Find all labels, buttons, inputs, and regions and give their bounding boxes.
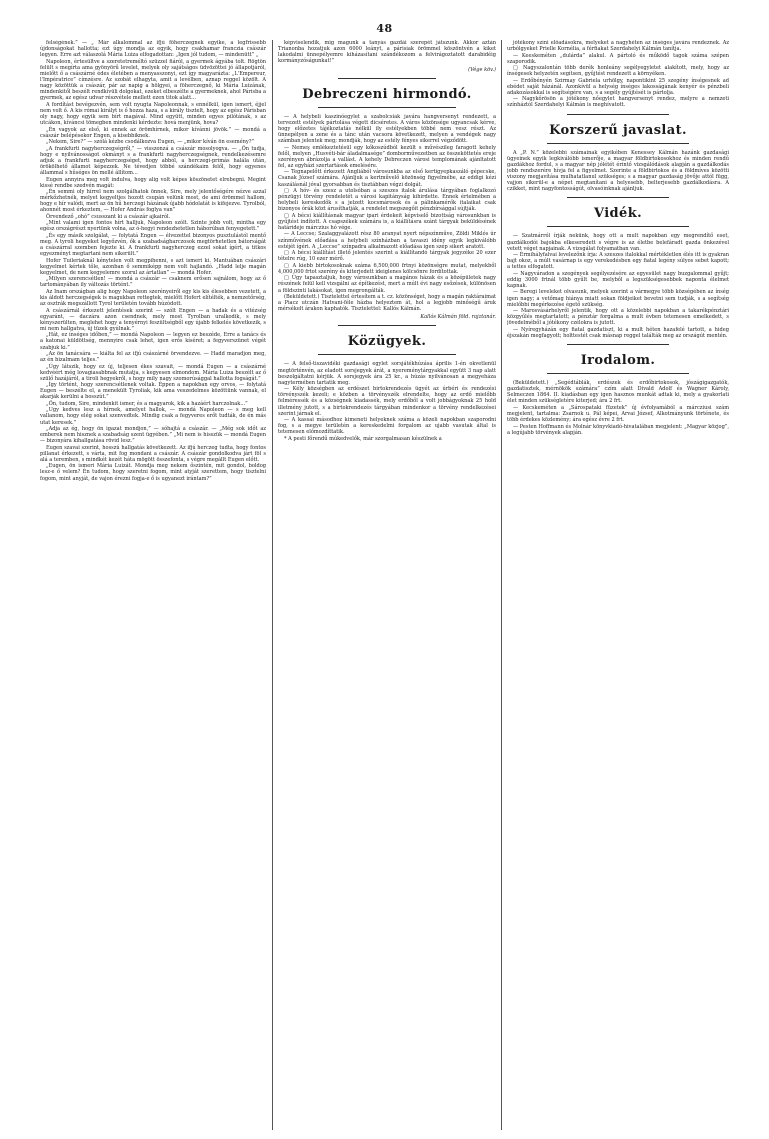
- column-divider: [272, 40, 273, 1130]
- paragraph: — Erdőbényén Szirmay Gabriela urhölgy, napontikint 25 szegény ínségesnek ad ebédet saját házánál. Azonkívül a helység ínséges lakosságának kenyér és pénzbeli adakozásokkal is segítségére van, s a segély gyűjtését is pártolja.: [507, 77, 729, 96]
- paragraph: — Beregi leveleket olvasunk, melyek szerint a vármegye több községében az ínség igen nagy; a vetőmag hiánya miatt sokan földjeiket bevetni sem tudják, s a segítség mielőbbi megérkezése égető szükség.: [507, 289, 729, 308]
- paragraph: „Hát, ez ínséges időben,” — mondá Napoleon — legyen ez beszéde, Erre a tanács és a katonai küldöttség, mennyire csak lehet, igen erős kíséret; a fegyverszünet végét szabjuk ki.”: [40, 332, 266, 351]
- paragraph: A császárnál érkezett jelentések szerint — szólt Engen — a hadak és a vitézség egyaránt, — daczára azon csendnek, mely most Tyrolban uralkodik, s mely kényszerülten, meglehet hogy a tenyérnyi feszültségből egy újabb felkelés következik, s mi nem hallgatva, új tüzek gyúlnak.”: [40, 307, 266, 332]
- paragraph: „Mint valami igen fontos hírt halljuk, Napoleon szólt. Szinte jobb volt, mintha egy egész országrészt nyertünk volna, az ó-hegyi rendezhetetlen háborúban fenyegetett.”: [40, 220, 266, 233]
- paragraph: — Érmihályfalvai levelezőnk írja: A szeszes italokkal mértékletlen élés itt is gyakran bajt okoz, a múlt vasárnap is egy verekedésben egy fiatal legény súlyos sebet kapott; a tettes elfogatott.: [507, 252, 729, 271]
- paragraph: — Nyíregyházán egy fiatal gazdatiszt, ki a mult héten hazafelé tartott, a hideg éjszakán megfagyott; holttestét csak másnap reggel találták meg az országút mentén.: [507, 326, 729, 339]
- paragraph: Hofer Tuileriaknál kénytelen volt megpihenni, s azt ismeri ki. Mantuában császári kegyelmet kértek tőle, azonban ő semmiképp nem volt hajlandó. „Hadd lelje magán kegyelmet, de nem kegyelemre szorul az ártatlan” — mondá Hofer.: [40, 257, 266, 276]
- column-middle: [278, 40, 496, 1130]
- paragraph: felségének.” — „ Már alkalommal az ifjú főherczegnek egyike, a legfrissebb újdonságokat hallotta; ezt úgy mondja az egyik, hogy csakhamar franczia császár legyen. Erre azt válaszolá Mária Luiza elfogadottan: „Igen jól tudom, — mindenütt” „: [40, 40, 266, 59]
- paragraph: — A Leccse; Szalaggyalázott rész 80 aranyat nyert népszínműve, Zöldi Miklós úr színművének előadása a helybeli színházban a tavaszi idény egyik legkiválóbb estéjét ígéri. A „Leccse” színpadra alkalmazott előadása igen szép sikert aratott.: [278, 231, 496, 250]
- paragraph: „Nekem, Sire?” — szólá kézbe csodálkozva Eugen, — „mikor kíván ön esemény?”: [46, 139, 255, 146]
- paragraph: „Én vagyok az első, ki ennek az örömhírnek, mikor kívánni jövök.” — mondá a császár belépésekor Engen, a kisebbiknek.: [40, 126, 266, 139]
- paragraph: □ A bécsi kiállításnak magyar ipari érdekeit képviselő bizottság városunkban is gyűjtést indított. A csapszékek számára is, a kiállításra szánt tárgyak beküldésének határideje márczius hó vége.: [278, 212, 496, 232]
- section-heading-videk: [507, 206, 729, 227]
- paragraph: — Nagykőrösön a jótékony nőegylet hangversenyt rendez, melyre a nemzeti színháztól Szerdahelyi Kálmán is meghívatott.: [507, 96, 729, 109]
- section-heading-kozugyek: [278, 334, 496, 355]
- section-divider: [567, 114, 669, 115]
- column-right: [507, 40, 729, 1130]
- paragraph: — Kecskeméten a „Sárospataki füzetek” új évfolyamából a márcziusi szám megjelent, tartalma: Zsarnok u. Pál képei, Arvai József, Alkotmányunk története, és több érdekes közlemény; ára egész évre 2 frt.: [507, 404, 729, 424]
- paragraph: Napoleon, értesültve a szeretetreméltó szüzzel fiáról, a gyermek ágyába tolt. Rögtön felült s megírta ama gyönyörű levelet, melyek oly sajátságos üdvözöttei jó állapotjáról, mielőtt ő a császárné édes életében a menyasszonyi, ezt így magyarázta: „L'Empereur, l'Impératrice” címzésre. Az szobát elhagyta, amit a levélben, aznap reggel közölt. A nagy közöttük a császár, pár az napig a hölgyei, a föherczegnő, ki Mária Luizának, mindenkitől beszélt rendkívüli dolgokat, ezeket elbeszélte a gyermeknek, ahol Párisba a gyermek, az egész udvar részvétele mellett ezen titok alatt...: [40, 58, 266, 102]
- paragraph: Az Inam országban alig hogy Napoleon szerényeiről egy kis kis élesebben vezetett, a kis áldott herczegségek is magukban rettegtek, mielőtt Hofert elítélték, a nemzetőrség, az osztrák megszállott Tyrol területén tovább húzódott.: [40, 288, 266, 308]
- paragraph: „Ugy kedves lesz a hírnek, amelyet hallok, — mondá Napoleon — s meg kell vallanom, hogy elég sokat szenvedtek. Mindig csak a fegyveres erőt tudták, de én más utat keresek.”: [40, 407, 266, 426]
- paragraph: „Eugen, ön ismeri Mária Luizát. Mondja meg nekem őszintén, mit gondol, boldog lesz-e ő velem? Én tudom, hogy szeretni fogom, mint atyját szerettem, hogy tisztelni fogom, mint anyját, de vajon érezni fogja-e ő is ugyanezt irántam?”: [40, 463, 266, 482]
- column-divider: [501, 40, 502, 1130]
- paragraph: A fordítást bevégezvén, sem volt nyugta Napoleonnak, s ennélkül, igen ismert, éjjel nem volt ő. A kis római királyt is ő hozza haza, s a király tisztelt, hogy az egész Párisban oly nagy, hogy egyik sem bírt magával. Mind együtt, minden egyes pilótának, s az utcákon, kíváncsi tömegben mindenki kérdezte: hová menjünk, hova?: [40, 101, 266, 127]
- paragraph: „Úgy látszik, hogy ez új, teljesen ékes szavait, — mondá Eugen — a császárné kedvéért még lovagiasabbnak mutatja, s kegyesen elmondom. Mária Luiza beszélt az ő szülő hazájáról, a tiroli hegyekről, s hogy mily nagy szomorúsággal hallotta fogságát.”: [40, 363, 266, 382]
- paragraph: Eugen annyira meg volt indulva, hogy alig volt képes köszönetet elrebegni. Megint kissé rendbe szedvén magát:: [40, 176, 266, 189]
- column-left: [40, 40, 266, 1130]
- section-heading-text: Debreczeni hirmondó.: [302, 86, 472, 102]
- paragraph: Örvendező „ohó” csusszant ki a császár ajkairól.: [46, 213, 171, 220]
- section-heading-text: Korszerű javaslat.: [549, 122, 687, 138]
- section-heading-javaslat: [507, 123, 729, 144]
- paragraph: — Keeskeméten „dulárda” alakul. A pártoló és működő tagok száma szépen szaporodik.: [507, 52, 729, 65]
- section-divider: [338, 325, 436, 326]
- paragraph: — A helybeli kaszinóegylet a szabolcsiak javára hangversenyt rendezett, a tervezett estélyek pártolása végett dicséretes. A város közönsége ugyancsak kérve, hogy előzetes tájékoztatás nélkül ily estélyekben többé nem vesz részt. Az ünnepélyen a zene és a tánc után vacsora következett, melyen a vendégek nagy számban jelentek meg; mondják, hogy az estély fényes sikerrel végződött.: [278, 113, 496, 145]
- heading-underline: [547, 226, 689, 227]
- section-divider: [567, 344, 669, 345]
- paragraph: — A kassai másodhoz kimeneti helyeknek száma a közeli napokban szaporodni fog, s a megye területén a kereskedelmi forgalom az ujabb vasutak által is tetemesen előmozdíttatik.: [278, 417, 496, 436]
- section-heading-irodalom: [507, 353, 729, 374]
- paragraph: — Marosvásárhelyről jelentik, hogy ott a közelebbi napokban a takarékpénztári közgyűlés megtartatott; a pénztár forgalma a mult évben tetemesen emelkedett, s jövedelméből a jótékony czélokra is jutott.: [507, 308, 729, 327]
- signature: Kallós Kálmán föld. rajztanár.: [420, 314, 496, 321]
- paragraph: □ A kiebb birtokosoknak száma 6,500,000 frtnyi közönségre mutat, melyekből 4,000,000 frtot szerény és kiterjedett ideiglenes kölcsönre fordítottak.: [278, 262, 496, 275]
- heading-underline: [318, 354, 456, 355]
- paragraph: □ Úgy tapasztaljuk, hogy városunkban a magános házak és a középületek nagy részének felül kell vizsgálni az építkezést, mert a múlt évi nagy esőzések, különösen a földszinti lakásokat, igen megrongálták.: [278, 275, 496, 294]
- paragraph: „Az ön tanácsára — kiálta fel az ifjú császárné örvendezve. — Hadd maradjon meg, az én bizalmam teljes.”: [40, 351, 266, 364]
- heading-underline: [547, 143, 689, 144]
- section-heading-text: Vidék.: [593, 206, 643, 222]
- section-heading-text: Közügyek.: [347, 334, 427, 350]
- paragraph: * A pesti főrendű múkedvelők, már szorgalmasan készülnek a: [284, 435, 442, 442]
- paragraph: „Adja az ég, hogy ön igazat mondjon,” — sóhajtá a császár. — „Még sok időt az emberek nem hisznek a szabadság szent ügyében.” „Mi nem is hisszük — mondá Eugen — bizonyára kihallgatása rövid lesz.”: [40, 425, 266, 445]
- paragraph: — Tegnapelőtt érkezett Angliából városunkba az első kertigyepkaszáló gépecske, Csanak József számára. Ajánljuk a kertművelő közönség figyelmébe, az eddigi kézi kaszálásnál jóval gyorsabban és tisztábban végzi dolgát.: [278, 169, 496, 188]
- section-heading-hirmondo: [278, 87, 496, 108]
- paragraph: jótékony színi előadásokra, melyeket a nagyhéten az ínséges javára rendeznek. Az urbólgyeket Prielle Kornélia, a férfiakat Szerdahelyi Kálmán tanítja.: [507, 40, 729, 53]
- heading-underline: [318, 107, 456, 108]
- section-heading-text: Irodalom.: [580, 353, 656, 369]
- paragraph: — Pesten Hoffmann és Molnár könyvkiadó-hivatalában megjelent: „Magyar közjog”, a legújabb törvények alapján.: [507, 423, 729, 436]
- paragraph: — A felső-tiszavidéki gazdasági egylet sorsjátékhúzása április 1-én okvetlenül megtörténvén, az eladott sorsjegyek árát, a nyereménytárgyakkal együtt 3 nap alatt beszolgáltatni kérjük. A sorsjegyek ára 25 kr., a húzás nyilvánosan a megyeháza nagytermében tartatik meg.: [278, 361, 496, 386]
- paragraph: □ Nagyszalontán több derék honleány segélyegyletet alakított, mely, hogy az ínségesek helyzetén segítsen, gyűjtést rendezett a környéken.: [507, 65, 729, 78]
- paragraph: „És egy másik szolgálat, — folytatá Engen — élvezettel bizonyos pusztulástól mentő meg. A tyroli hegyeket legyőzvén, ők a szabadságharczosok megtörhetetlen bátorságát a császárral szemben fejezte ki. A frankfurti nagyherczeg ezzel sokat ígért, a titkos egyezményt megtartani nem sikerült.”: [40, 232, 266, 258]
- paragraph: A „P. N.” közelebbi számainak egyikében Kenessey Kálmán hazánk gazdasági ügyeinek egyik legkiválóbb ismerője, a magyar földbirtokosokhoz és minden rendű gazdákhoz fordul, s a magyar nép jólétét érintő vizsgálódások alapján a gazdálkodás jobb rendszerére hívja fel a figyelmet. Szerinte a földbirtokos és a földmíves közötti viszony megjavítása mulhatatlanul szükséges; s a magyar gazdaság jövője attól függ, vajjon sikerül-e a népet megtanítani a helyesebb, belterjesebb gazdálkodásra. A czikket, mint nagyfontosságút, olvasóinknak ajánljuk.: [507, 149, 729, 193]
- paragraph: „Így történt, hogy szerencsétlenek voltak. Éppen a napokban egy orvos, — folytatá Eugen — beszélte el, a menekült Tyroliak, kik ama veszedelmes közöttünk vannak, el akarják kerülni a bosszút.”: [40, 382, 266, 401]
- paragraph: „Milyen szerencsétlen! — mondá a császár — csaknem erősen sajnálom, hogy az ő tartományában ily változás történt.”: [40, 276, 266, 289]
- heading-underline: [547, 373, 689, 374]
- paragraph: „Ön, tudom, Sire, mindenkit ismer, és a magyarok, kik a hazáért harczolnak...”: [46, 400, 248, 407]
- paragraph: képviselendik, mig magunk a tanyás gazdái szerepét játszunk. Akkor aztán Trianonba hozatjuk azon 6000 leányt, a párisiak örömmel köszöntvén a kiket lakodalmi ünnepélyemre kiházasítani szándékozom a felvirágoztatott darabidéig kormányzóságunkat!”: [278, 40, 496, 65]
- paragraph: — Kély községben az erdészet birtokrendezés ügyét az úrbéri és rendezési törvényszék kezeli; e közben a törvényszék elrendelte, hogy az erdő mielőbb felméressék és a községnek kiadassék, mely erdőből a volt jobbágyoknak 25 hold illetmény jutott, s a birtokrendezés tárgyában mindenkor a törvény rendelkezései szerint járnak el.: [278, 386, 496, 417]
- paragraph: „A frankfurti nagyherczegségről,” — visszonzá a császár mosolyogva. — „Ön tudja, hogy e nyilvánosságot okmányt s a frankfurti nagyherczegségnek, rendelkezésemre adjuk a frankfurti nagyherczegséget, hogy abból, a herczegi-primás halála után, örökölhető államot képezzek. Ne tévedjen többé szándékaim felől, hogy egyenes állammal s hűséges ön mellé állítom...: [40, 145, 266, 177]
- paragraph: □ A bécsi kiállítást illető jelentés szerint a kiállítandó tárgyak jegyzéke 20 ezer tételre rúg, 10 ezer mérő.: [278, 250, 496, 263]
- paragraph: „Én semmi oly hírrel nem szolgálhatok önnek, Sire, mely jelentőségére nézve azzal mérkőzhetnék, melyet kegyeltjes hozott csupán velünk most, de ami örömmel hallom, hogy e hír valódi, mert az ön hű herczegi házának újabb hódolatát is kifejezve. Tyrolból, ahonnét most érkeztem, — Hofer András foglya van”: [40, 189, 266, 214]
- paragraph: — Nemeş emlékeztetésül egy kőkoszúdból kezült s művészileg faragott kehely felől, melyen „Husvéti-bár áladalmasége” domborművezetben az összeköttetés ereje szerényen ábrázolja a vallást. A kehely Debreczen városi templomának ajánltatott fel, az egyházi szertartások emelésére.: [278, 144, 496, 169]
- paragraph: — Szatmárról írják nekünk, hogy ott a mult napokban egy megrendítő eset, gazdálkodói bajokba elkeseredett s végre is az életbe belefáradt gazda önkezével vetett véget napjainak. A vizsgálat folyamatban van.: [507, 233, 729, 252]
- section-divider: [338, 78, 436, 79]
- paragraph: □ A hóv- és szesz a utolsóban a szeszes italok árulása tárgyában foglalkozó pénzügyi törvény rendeletét a városi kapitányság kihirdette. Ennek értelmében a helybeli kereskedők s a jelzett kocsmárosok és a pálinkamérők italaikat csak bizonyos órák közt árusíthatják, a rendelet megszegőit pénzbírsággal sújtják.: [278, 188, 496, 213]
- page-number: 48: [376, 22, 393, 35]
- paragraph: Eugen szavai szerint, hosszú hallgatás következett. Az ifjú herczeg tudta, hogy fontos pillanat érkezett, s várta, mit fog mondani a császár. A császár gondolkodva járt föl s alá a teremben, s mindkét kezét háta mögött összefonta, s végre megállt Eugen előtt.: [40, 444, 266, 463]
- paragraph: — Nagyváradon a szegények segélyezésére az egyesület nagy buzgalommal gyűjt; eddig 3000 frtnál több gyűlt be, melyből a legszükségesebbek naponta élelmet kapnak.: [507, 270, 729, 290]
- paragraph: (Beküldetett.) Tisztelettel értesítem a t. cz. közönséget, hogy a magán raktáraimat a Piacz utczán Hatvani-féle házba helyeztem át, hol a legjobb minőségű áruk mérsékelt árakon kaphatók. Tisztelettel: Kallós Kálmán.: [278, 293, 496, 313]
- paragraph: (Beküldetett.) „Segédtáblák, erdészek és erdőbirtokosok, jószágigazgatók, gazdatisztek, mérnökök számára” czím alatt Divald Adolf és Wagner Károly, Selmeczen 1864. II. kiadásban egy igen hasznos munkát adtak ki, mely a gyakorlati élet minden szükségletére kiterjed; ára 2 frt.: [507, 380, 729, 405]
- section-divider: [567, 197, 669, 198]
- continuation-note: (Vége köv.): [468, 66, 496, 73]
